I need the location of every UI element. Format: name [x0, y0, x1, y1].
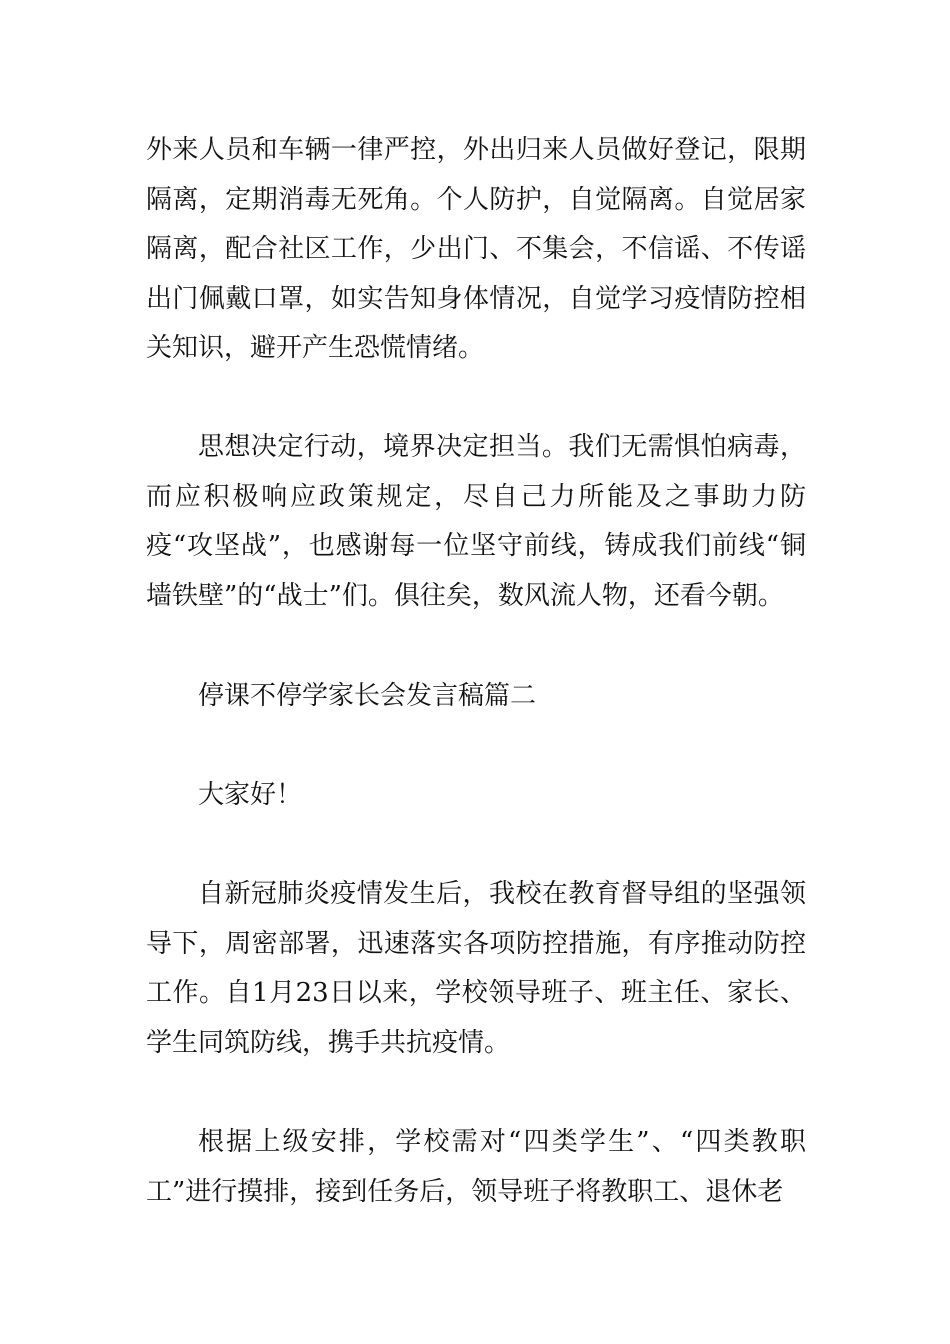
section-heading: 停课不停学家长会发言稿篇二 [198, 681, 537, 711]
greeting-line: 大家好！ [198, 780, 303, 810]
body-paragraph-1: 外来人员和车辆一律严控，外出归来人员做好登记，限期隔离，定期消毒无死角。个人防护，自觉隔离。自觉居家隔离，配合社区工作，少出门、不集会，不信谣、不传谣出门佩戴口罩，如实告知身体情况，自觉学习疫情防控相关知识，避开产生恐慌情绪。 [146, 135, 806, 363]
body-paragraph-4: 根据上级安排，学校需对“四类学生”、“四类教职工”进行摸排，接到任务后，领导班子将教职工、退休老 [146, 1127, 806, 1207]
body-paragraph-2: 思想决定行动，境界决定担当。我们无需惧怕病毒，而应积极响应政策规定，尽自己力所能及之事助力防疫“攻坚战”，也感谢每一位坚守前线，铸成我们前线“铜墙铁壁”的“战士”们。俱往矣，数风流人物，还看今朝。 [146, 432, 806, 611]
body-paragraph-3: 自新冠肺炎疫情发生后，我校在教育督导组的坚强领导下，周密部署，迅速落实各项防控措施，有序推动防控工作。自1月23日以来，学校领导班子、班主任、家长、学生同筑防线，携手共抗疫情。 [146, 879, 806, 1058]
